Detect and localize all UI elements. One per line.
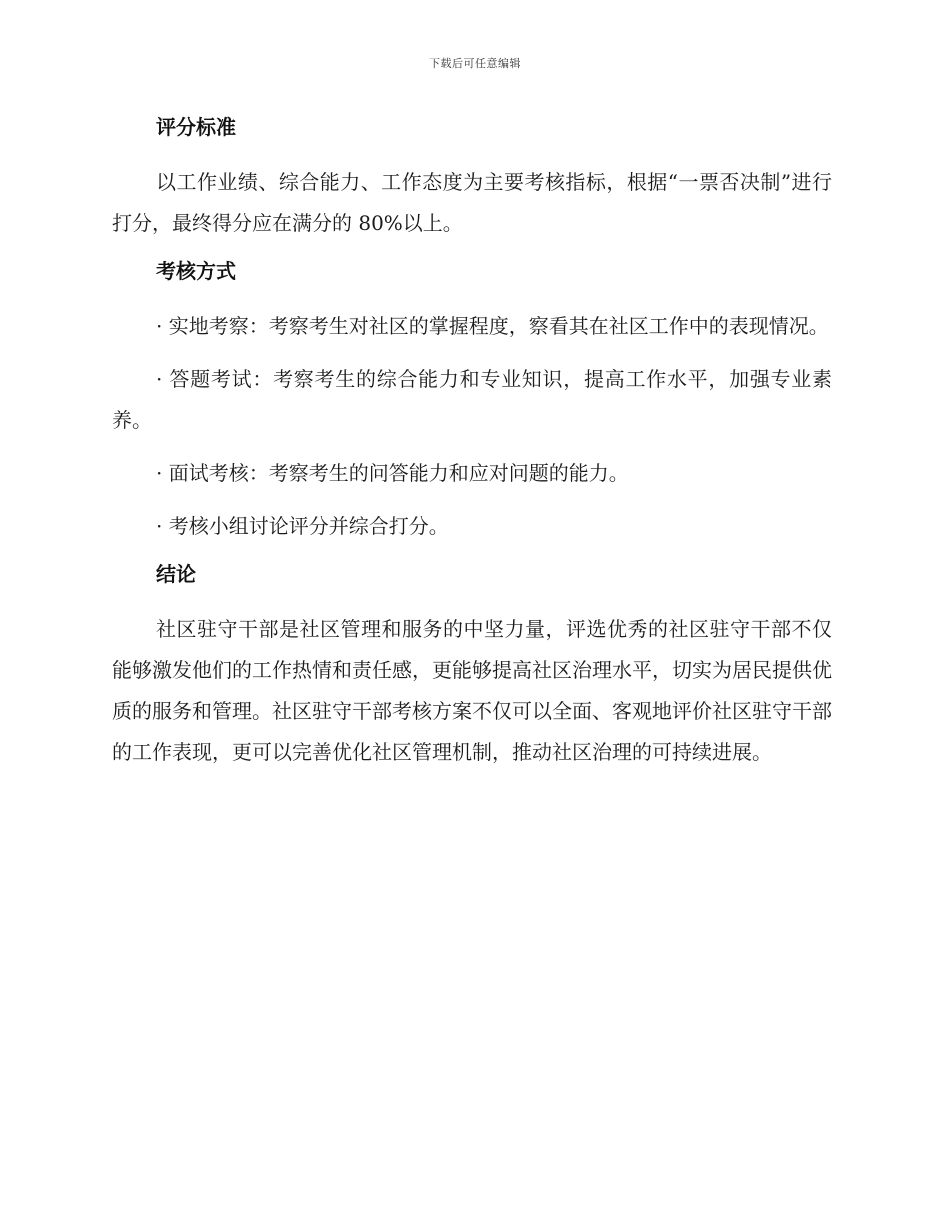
method-item-interview: · 面试考核：考察考生的问答能力和应对问题的能力。: [156, 461, 629, 485]
section-title-conclusion: 结论: [156, 562, 196, 586]
section-title-method: 考核方式: [156, 259, 236, 283]
method-item-field-inspection: · 实地考察：考察考生对社区的掌握程度，察看其在社区工作中的表现情况。: [156, 314, 829, 338]
method-item-panel-scoring: · 考核小组讨论评分并综合打分。: [156, 514, 449, 538]
header-note: 下载后可任意编辑: [429, 57, 521, 70]
conclusion-paragraph: 社区驻守干部是社区管理和服务的中坚力量，评选优秀的社区驻守干部不仅能够激发他们的工作热情和责任感，更能够提高社区治理水平，切实为居民提供优质的服务和管理。社区驻守干部考核方案不仅可以全面、客观地评价社区驻守干部的工作表现，更可以完善优化社区管理机制，推动社区治理的可持续进展。: [112, 617, 832, 764]
scoring-paragraph: 以工作业绩、综合能力、工作态度为主要考核指标，根据“一票否决制”进行打分，最终得分应在满分的 80%以上。: [112, 170, 832, 235]
document-body: [112, 112, 832, 785]
method-item-written-exam: · 答题考试：考察考生的综合能力和专业知识，提高工作水平，加强专业素养。: [112, 367, 832, 432]
section-title-scoring: 评分标准: [156, 115, 236, 139]
